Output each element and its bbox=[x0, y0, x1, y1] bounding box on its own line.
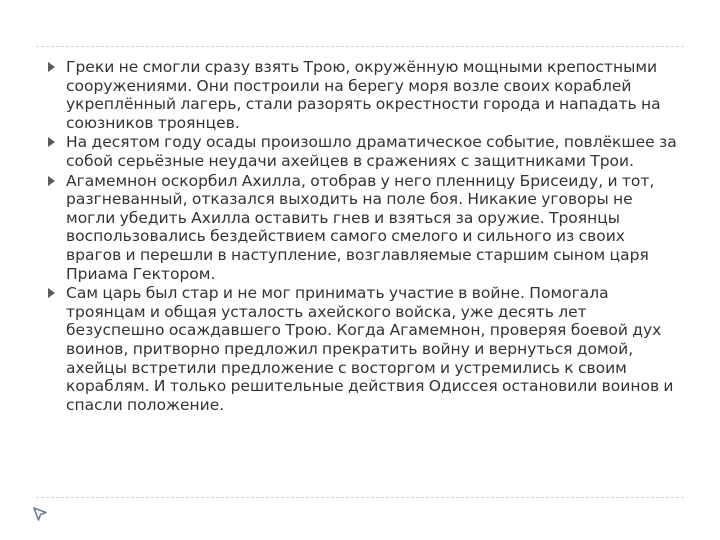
bullet-text: Агамемнон оскорбил Ахилла, отобрав у него пленницу Брисеиду, и тот, разгневанный, отказался выходить на поле боя. Никакие уговоры не могли убедить Ахилла оставить гнев и взяться за оружие. Троянцы воспользовались бездействием самого смелого и сильного из своих врагов и перешли в наступление, возглавляемые старшим сыном царя Приама Гектором. bbox=[66, 171, 655, 283]
bullet-list bbox=[44, 58, 684, 414]
triangle-bullet-icon bbox=[48, 288, 55, 298]
bullet-text: Греки не смогли сразу взять Трою, окружённую мощными крепостными сооружениями. Они построили на берегу моря возле своих кораблей укреплённый лагерь, стали разорять окрестности города и нападать на союзников троянцев. bbox=[66, 58, 661, 132]
top-guide-line bbox=[36, 46, 684, 47]
bullet-item bbox=[44, 58, 684, 132]
bullet-text: Сам царь был стар и не мог принимать участие в войне. Помогала троянцам и общая усталость ахейского войска, уже десять лет безуспешно осаждавшего Трою. Когда Агамемнон, проверяя боевой дух воинов, притворно предложил прекратить войну и вернуться домой, ахейцы встретили предложение с восторгом и устремились к своим кораблям. И только решительные действия Одиссея остановили воинов и спасли положение. bbox=[66, 284, 674, 414]
arrow-pointer-icon[interactable] bbox=[33, 507, 47, 521]
bullet-item bbox=[44, 284, 684, 414]
bottom-guide-line bbox=[36, 497, 684, 498]
bullet-item bbox=[44, 133, 684, 170]
bullet-item bbox=[44, 172, 684, 284]
triangle-bullet-icon bbox=[48, 62, 55, 72]
triangle-bullet-icon bbox=[48, 137, 55, 147]
bullet-text: На десятом году осады произошло драматическое событие, повлёкшее за собой серьёзные неудачи ахейцев в сражениях с защитниками Трои. bbox=[66, 133, 677, 170]
triangle-bullet-icon bbox=[48, 176, 55, 186]
